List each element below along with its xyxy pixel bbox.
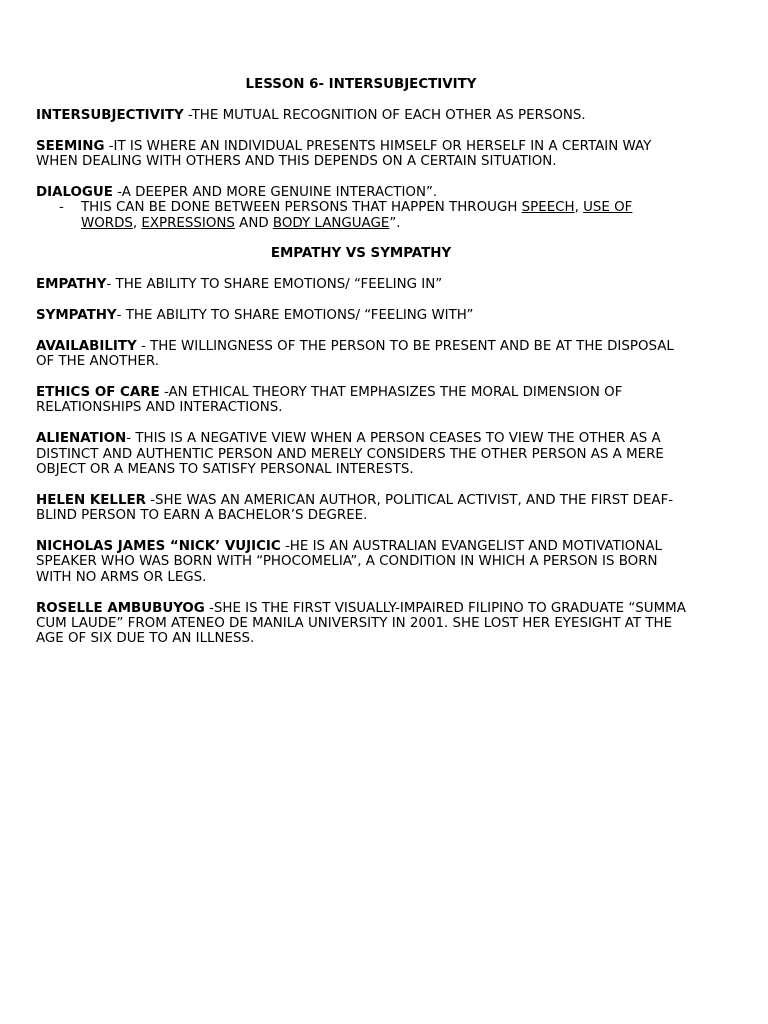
- bullet-text: [81, 200, 686, 231]
- term-definition: - THIS IS A NEGATIVE VIEW WHEN A PERSON CEASES TO VIEW THE OTHER AS A DISTINCT AND AUTHENTIC PERSON AND MERELY CONSIDERS THE OTHER PERSON AS A MERE OBJECT OR A MEANS TO SATISFY PERSONAL INTERESTS.: [36, 431, 664, 478]
- definition-empathy: [36, 277, 686, 292]
- spacer: [36, 477, 686, 492]
- separator: ,: [574, 200, 584, 216]
- bullet-lead: THIS CAN BE DONE BETWEEN PERSONS THAT HAPPEN THROUGH: [81, 200, 522, 216]
- definition-ethics-of-care: [36, 385, 686, 416]
- definition-intersubjectivity: [36, 108, 686, 123]
- term-label: HELEN KELLER: [36, 492, 146, 508]
- term-definition: -AN ETHICAL THEORY THAT EMPHASIZES THE MORAL DIMENSION OF RELATIONSHIPS AND INTERACTIONS.: [36, 385, 623, 416]
- definition-alienation: [36, 431, 686, 477]
- bullet-end: ”.: [389, 215, 401, 231]
- spacer: [36, 370, 686, 385]
- underlined-expressions: EXPRESSIONS: [141, 215, 235, 231]
- definition-dialogue: [36, 185, 686, 200]
- definition-sympathy: [36, 308, 686, 323]
- spacer: [36, 169, 686, 184]
- conjunction: AND: [234, 215, 273, 231]
- spacer: [36, 416, 686, 431]
- term-label: DIALOGUE: [36, 184, 113, 200]
- dialogue-bullet: [36, 200, 686, 231]
- term-label: INTERSUBJECTIVITY: [36, 107, 184, 123]
- definition-roselle-ambubuyog: [36, 601, 686, 647]
- spacer: [36, 262, 686, 277]
- term-definition: - THE ABILITY TO SHARE EMOTIONS/ “FEELING WITH”: [116, 308, 474, 323]
- term-label: SYMPATHY: [36, 308, 117, 323]
- spacer: [36, 123, 686, 138]
- term-label: ETHICS OF CARE: [36, 385, 160, 400]
- underlined-speech: SPEECH: [521, 200, 575, 216]
- spacer: [36, 293, 686, 308]
- definition-availability: [36, 339, 686, 370]
- term-definition: -HE IS AN AUSTRALIAN EVANGELIST AND MOTIVATIONAL SPEAKER WHO WAS BORN WITH “PHOCOMELIA”, A CONDITION IN WHICH A PERSON IS BORN WITH NO ARMS OR LEGS.: [36, 539, 662, 585]
- spacer: [36, 92, 686, 107]
- underlined-use-of-words: USE OF WORDS: [81, 200, 633, 231]
- term-definition: - THE WILLINGNESS OF THE PERSON TO BE PRESENT AND BE AT THE DISPOSAL OF THE ANOTHER.: [36, 338, 674, 370]
- spacer: [36, 323, 686, 338]
- definition-seeming: [36, 139, 686, 170]
- term-definition: - THE ABILITY TO SHARE EMOTIONS/ “FEELING IN”: [106, 277, 443, 293]
- spacer: [36, 585, 686, 600]
- section-subheading: EMPATHY VS SYMPATHY: [270, 246, 452, 262]
- definition-nick-vujicic: [36, 539, 686, 585]
- term-definition: -SHE IS THE FIRST VISUALLY-IMPAIRED FILIPINO TO GRADUATE “SUMMA CUM LAUDE” FROM ATENEO DE MANILA UNIVERSITY IN 2001. SHE LOST HER EYESIGHT AT THE AGE OF SIX DUE TO AN ILLNESS.: [36, 600, 686, 647]
- definition-helen-keller: [36, 493, 686, 524]
- term-label: NICHOLAS JAMES “NICK’ VUJICIC: [36, 539, 281, 555]
- term-label: ROSELLE AMBUBUYOG: [36, 600, 205, 616]
- term-definition: -THE MUTUAL RECOGNITION OF EACH OTHER AS PERSONS.: [183, 107, 586, 123]
- underlined-body-language: BODY LANGUAGE: [272, 215, 390, 231]
- document-page: [36, 77, 686, 647]
- term-definition: -A DEEPER AND MORE GENUINE INTERACTION”.: [112, 184, 438, 200]
- lesson-title: LESSON 6- INTERSUBJECTIVITY: [245, 77, 477, 92]
- spacer: [36, 231, 686, 246]
- term-label: ALIENATION: [36, 431, 127, 447]
- term-definition: -SHE WAS AN AMERICAN AUTHOR, POLITICAL ACTIVIST, AND THE FIRST DEAF-BLIND PERSON TO EARN A BACHELOR’S DEGREE.: [36, 492, 674, 524]
- term-definition: -IT IS WHERE AN INDIVIDUAL PRESENTS HIMSELF OR HERSELF IN A CERTAIN WAY WHEN DEALING WITH OTHERS AND THIS DEPENDS ON A CERTAIN SITUATION.: [36, 138, 652, 169]
- bullet-dash: -: [59, 200, 64, 216]
- separator: ,: [132, 215, 142, 231]
- spacer: [36, 524, 686, 539]
- term-label: SEEMING: [36, 138, 105, 154]
- term-label: AVAILABILITY: [36, 338, 137, 354]
- term-label: EMPATHY: [36, 277, 107, 293]
